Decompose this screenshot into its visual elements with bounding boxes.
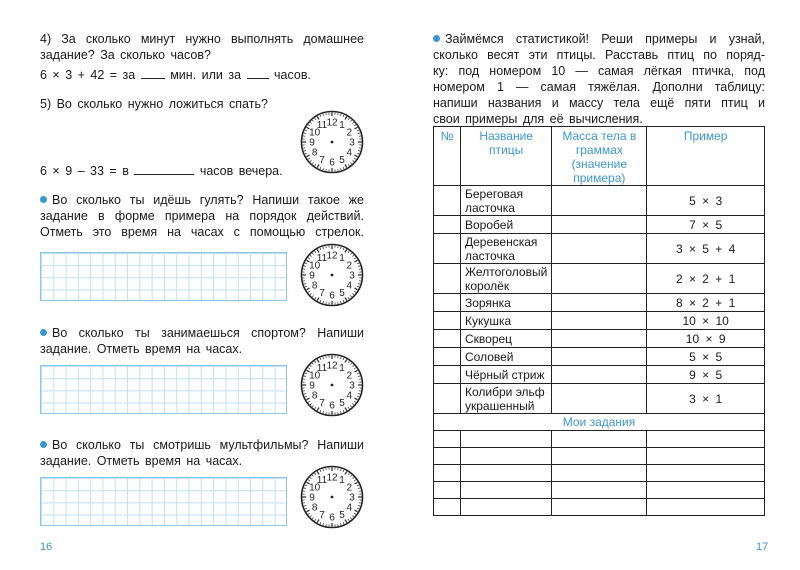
bird-name-cell: Колибри эльф украшенный <box>461 384 552 414</box>
bird-name-cell: Зорянка <box>461 294 552 312</box>
svg-text:5: 5 <box>339 154 345 166</box>
number-cell[interactable] <box>434 348 461 366</box>
svg-text:7: 7 <box>319 397 325 409</box>
svg-text:8: 8 <box>311 502 318 514</box>
table-row <box>434 366 765 384</box>
mass-cell[interactable] <box>552 216 647 234</box>
bird-name-cell: Деревенская ласточка <box>461 234 552 264</box>
svg-text:3: 3 <box>349 380 355 392</box>
svg-text:9: 9 <box>309 137 315 149</box>
svg-text:4: 4 <box>346 502 353 514</box>
svg-text:4: 4 <box>346 280 353 292</box>
svg-text:6: 6 <box>329 512 335 524</box>
svg-text:10: 10 <box>309 260 321 272</box>
svg-text:7: 7 <box>319 287 325 299</box>
svg-text:11: 11 <box>316 475 328 487</box>
cartoons-line1 <box>40 437 364 453</box>
hours-blank[interactable] <box>247 67 269 79</box>
walk-text1: Во сколько ты идёшь гулять? Напиши такое же <box>52 193 364 207</box>
svg-text:1: 1 <box>339 475 345 487</box>
task4-end: часов. <box>274 68 311 82</box>
bullet-icon <box>40 441 47 448</box>
header-number: № <box>434 127 461 186</box>
svg-text:8: 8 <box>311 390 318 402</box>
svg-text:2: 2 <box>346 482 353 494</box>
empty-row[interactable] <box>434 448 765 465</box>
minutes-blank[interactable] <box>141 67 165 79</box>
bird-name-cell: Желтоголовый королёк <box>461 264 552 294</box>
task4-mid: мин. или за <box>170 68 242 82</box>
mass-cell[interactable] <box>552 330 647 348</box>
table-row <box>434 312 765 330</box>
svg-text:10: 10 <box>309 127 321 139</box>
svg-text:5: 5 <box>339 509 345 521</box>
empty-row[interactable] <box>434 482 765 499</box>
svg-text:3: 3 <box>349 492 355 504</box>
task4-expression <box>40 67 311 83</box>
answer-grid-walk[interactable] <box>40 252 287 301</box>
svg-text:12: 12 <box>326 360 338 372</box>
table-row <box>434 264 765 294</box>
example-cell: 2 × 2 + 1 <box>647 264 765 294</box>
cartoons-text1: Во сколько ты смотришь мультфильмы? Напиши <box>52 438 364 452</box>
sport-text1: Во сколько ты занимаешься спортом? Напиши <box>52 326 364 340</box>
answer-grid-sport[interactable] <box>40 365 287 414</box>
task5-end: часов вечера. <box>199 164 283 178</box>
svg-text:9: 9 <box>309 270 315 282</box>
empty-row[interactable] <box>434 465 765 482</box>
task5-expr: 6 × 9 – 33 = в <box>40 164 129 178</box>
header-mass: Масса тела в граммах (значение примера) <box>552 127 647 186</box>
svg-text:5: 5 <box>339 287 345 299</box>
intro-text1: Займёмся статистикой! Реши примеры и узнай, <box>445 32 765 46</box>
number-cell[interactable] <box>434 294 461 312</box>
bullet-icon <box>433 35 440 42</box>
task5-expression <box>40 163 283 179</box>
number-cell[interactable] <box>434 264 461 294</box>
svg-text:2: 2 <box>346 370 353 382</box>
svg-text:6: 6 <box>329 157 335 169</box>
mass-cell[interactable] <box>552 384 647 414</box>
svg-text:4: 4 <box>346 390 353 402</box>
cartoons-line2: задание. Отметь время на часах. <box>40 454 243 468</box>
example-cell: 5 × 5 <box>647 348 765 366</box>
bird-name-cell: Чёрный стриж <box>461 366 552 384</box>
table-header-row <box>434 127 765 186</box>
svg-text:2: 2 <box>346 127 353 139</box>
svg-text:11: 11 <box>316 120 328 132</box>
svg-text:12: 12 <box>326 250 338 262</box>
number-cell[interactable] <box>434 234 461 264</box>
mass-cell[interactable] <box>552 186 647 216</box>
bird-name-cell: Воробей <box>461 216 552 234</box>
svg-text:3: 3 <box>349 137 355 149</box>
svg-text:12: 12 <box>326 472 338 484</box>
svg-text:10: 10 <box>309 370 321 382</box>
my-tasks-label: Мои задания <box>434 414 765 431</box>
svg-text:5: 5 <box>339 397 345 409</box>
example-cell: 8 × 2 + 1 <box>647 294 765 312</box>
sport-line2: задание. Отметь время на часах. <box>40 342 243 356</box>
walk-line3: Отметь это время на часах с помощью стрелок. <box>40 225 364 239</box>
example-cell: 3 × 1 <box>647 384 765 414</box>
svg-text:1: 1 <box>339 253 345 265</box>
svg-text:6: 6 <box>329 290 335 302</box>
answer-grid-cartoons[interactable] <box>40 477 287 526</box>
bird-name-cell: Кукушка <box>461 312 552 330</box>
table-row <box>434 294 765 312</box>
intro-line3: ку: под номером 10 — самая лёгкая птичка, под <box>433 64 765 78</box>
task4-expr: 6 × 3 + 42 = за <box>40 68 136 82</box>
example-cell: 9 × 5 <box>647 366 765 384</box>
intro-line4: номером 1 — самая тяжёлая. Дополни таблицу: <box>433 80 765 94</box>
walk-line1 <box>40 192 364 208</box>
svg-text:3: 3 <box>349 270 355 282</box>
table-row <box>434 216 765 234</box>
mass-cell[interactable] <box>552 312 647 330</box>
bullet-icon <box>40 196 47 203</box>
empty-row[interactable] <box>434 431 765 448</box>
example-cell: 3 × 5 + 4 <box>647 234 765 264</box>
empty-row[interactable] <box>434 499 765 516</box>
number-cell[interactable] <box>434 366 461 384</box>
table-row <box>434 186 765 216</box>
svg-text:7: 7 <box>319 154 325 166</box>
svg-text:6: 6 <box>329 400 335 412</box>
number-cell[interactable] <box>434 186 461 216</box>
table-row <box>434 234 765 264</box>
number-cell[interactable] <box>434 384 461 414</box>
page-number-right: 17 <box>756 541 769 553</box>
right-page <box>400 0 800 570</box>
clock-icon-sport[interactable] <box>300 353 364 417</box>
bird-name-cell: Береговая ласточка <box>461 186 552 216</box>
bird-name-cell: Скворец <box>461 330 552 348</box>
intro-line5: напиши названия и массу тела ещё пяти птиц и <box>433 96 765 110</box>
number-cell[interactable] <box>434 330 461 348</box>
clock-icon-cartoons[interactable] <box>300 465 364 529</box>
task4-line1: 4) За сколько минут нужно выполнять домашнее <box>40 32 364 46</box>
bullet-icon <box>40 329 47 336</box>
svg-text:10: 10 <box>309 482 321 494</box>
table-row <box>434 384 765 414</box>
header-example: Пример <box>647 127 765 186</box>
walk-line2: задание в форме примера на порядок действий. <box>40 209 364 223</box>
task4-line2: задание? За сколько часов? <box>40 48 211 62</box>
my-tasks-row <box>434 414 765 431</box>
mass-cell[interactable] <box>552 234 647 264</box>
task5-title: 5) Во сколько нужно ложиться спать? <box>40 97 268 111</box>
clock-icon-walk[interactable] <box>300 243 364 307</box>
number-cell[interactable] <box>434 216 461 234</box>
example-cell: 7 × 5 <box>647 216 765 234</box>
intro-line1 <box>433 31 765 47</box>
bedtime-blank[interactable] <box>134 163 194 175</box>
header-bird-name: Название птицы <box>461 127 552 186</box>
mass-cell[interactable] <box>552 366 647 384</box>
intro-line6: свои примеры для её вычисления. <box>433 112 643 126</box>
page-number-left: 16 <box>40 541 53 553</box>
svg-text:11: 11 <box>316 253 328 265</box>
table-row <box>434 330 765 348</box>
svg-text:4: 4 <box>346 147 353 159</box>
clock-icon-bedtime[interactable] <box>300 110 364 174</box>
svg-text:9: 9 <box>309 380 315 392</box>
mass-cell[interactable] <box>552 348 647 366</box>
svg-text:12: 12 <box>326 117 338 129</box>
svg-text:7: 7 <box>319 509 325 521</box>
number-cell[interactable] <box>434 312 461 330</box>
table-row <box>434 348 765 366</box>
svg-text:2: 2 <box>346 260 353 272</box>
example-cell: 5 × 3 <box>647 186 765 216</box>
svg-text:1: 1 <box>339 120 345 132</box>
intro-line2: сколько весят эти птицы. Расставь птиц по поряд- <box>433 48 765 62</box>
example-cell: 10 × 9 <box>647 330 765 348</box>
svg-text:11: 11 <box>316 363 328 375</box>
svg-text:1: 1 <box>339 363 345 375</box>
bird-name-cell: Соловей <box>461 348 552 366</box>
birds-table <box>433 126 765 516</box>
mass-cell[interactable] <box>552 264 647 294</box>
svg-text:8: 8 <box>311 147 318 159</box>
mass-cell[interactable] <box>552 294 647 312</box>
example-cell: 10 × 10 <box>647 312 765 330</box>
svg-text:9: 9 <box>309 492 315 504</box>
sport-line1 <box>40 325 364 341</box>
svg-text:8: 8 <box>311 280 318 292</box>
